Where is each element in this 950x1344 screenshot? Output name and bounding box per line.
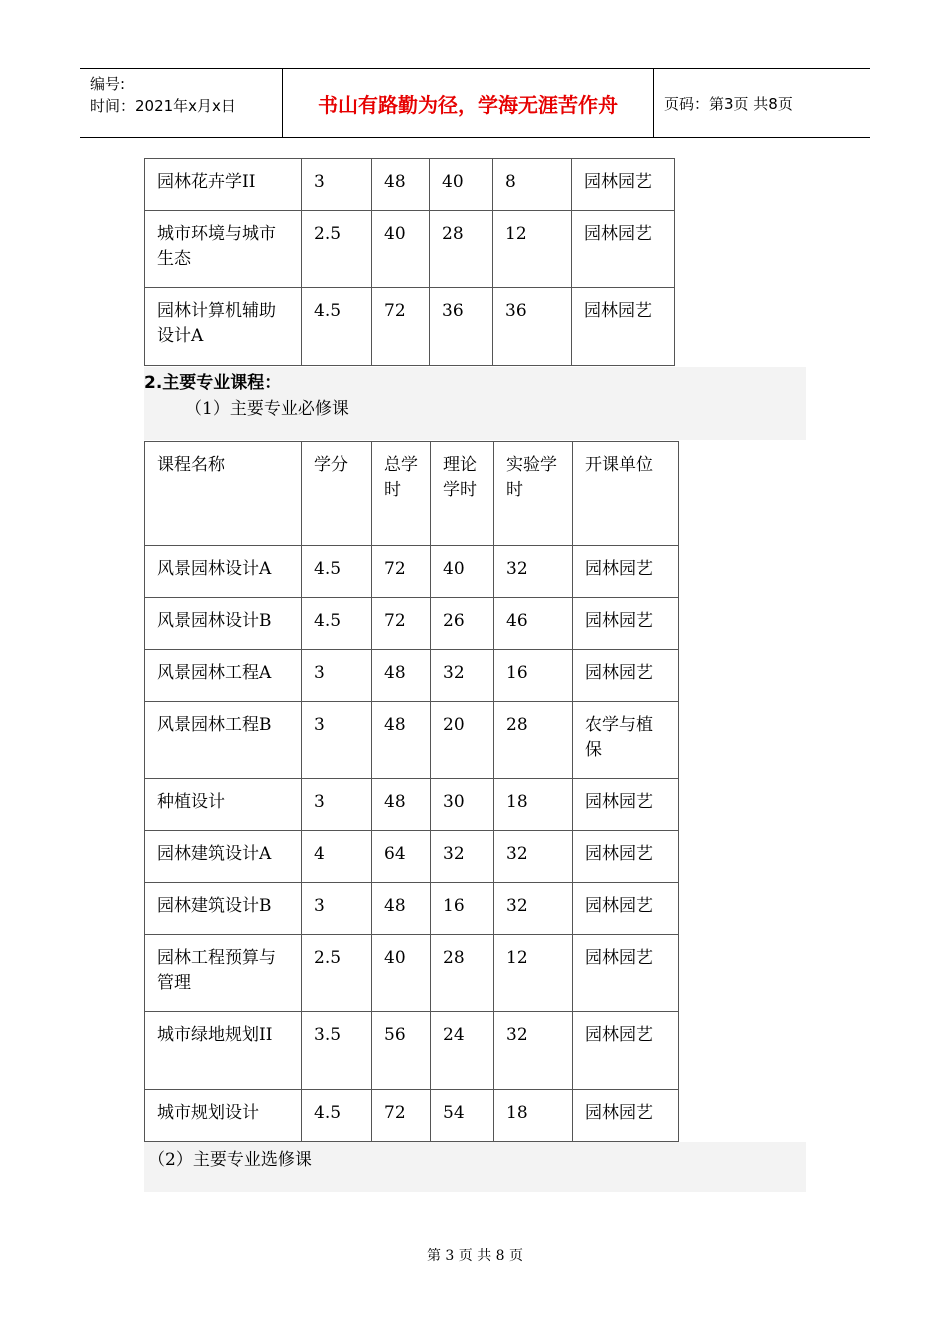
table-cell: 园林工程预算与管理 bbox=[145, 935, 302, 1012]
table-cell: 3 bbox=[302, 702, 372, 779]
table-cell: 园林园艺 bbox=[573, 1012, 679, 1090]
table-cell: 46 bbox=[494, 598, 573, 650]
course-table-continued bbox=[144, 158, 675, 366]
table-row bbox=[145, 159, 675, 211]
table-cell: 48 bbox=[372, 883, 431, 935]
table-cell: 4.5 bbox=[302, 288, 372, 366]
column-header: 课程名称 bbox=[145, 442, 302, 546]
table-row bbox=[145, 288, 675, 366]
table-cell: 城市绿地规划II bbox=[145, 1012, 302, 1090]
table-cell: 风景园林工程B bbox=[145, 702, 302, 779]
table-cell: 40 bbox=[430, 159, 493, 211]
table-row bbox=[145, 546, 679, 598]
table-cell: 20 bbox=[431, 702, 494, 779]
table-cell: 40 bbox=[431, 546, 494, 598]
page-footer: 第 3 页 共 8 页 bbox=[426, 1248, 524, 1264]
column-header: 理论学时 bbox=[431, 442, 494, 546]
table-cell: 风景园林设计B bbox=[145, 598, 302, 650]
table-cell: 园林园艺 bbox=[572, 288, 675, 366]
table-cell: 16 bbox=[494, 650, 573, 702]
table-cell: 18 bbox=[494, 1090, 573, 1142]
table-cell: 16 bbox=[431, 883, 494, 935]
table-cell: 园林园艺 bbox=[573, 935, 679, 1012]
time-label: 时间：2021年x月x日 bbox=[90, 97, 236, 115]
column-header: 实验学时 bbox=[494, 442, 573, 546]
table-cell: 园林园艺 bbox=[573, 1090, 679, 1142]
table-cell: 54 bbox=[431, 1090, 494, 1142]
table-cell: 3 bbox=[302, 883, 372, 935]
table-cell: 28 bbox=[430, 211, 493, 288]
table-cell: 36 bbox=[430, 288, 493, 366]
table-row bbox=[145, 831, 679, 883]
table-cell: 56 bbox=[372, 1012, 431, 1090]
table-row bbox=[145, 1090, 679, 1142]
table-cell: 4.5 bbox=[302, 546, 372, 598]
table-cell: 4.5 bbox=[302, 598, 372, 650]
table-cell: 72 bbox=[372, 598, 431, 650]
table-cell: 32 bbox=[431, 650, 494, 702]
required-courses-subtitle: （1）主要专业必修课 bbox=[185, 399, 349, 419]
table-cell: 园林园艺 bbox=[572, 211, 675, 288]
table-cell: 园林园艺 bbox=[573, 779, 679, 831]
table-cell: 园林园艺 bbox=[572, 159, 675, 211]
header-page-info: 页码：第3页 共8页 bbox=[664, 94, 793, 113]
table-row bbox=[145, 702, 679, 779]
table-cell: 园林建筑设计B bbox=[145, 883, 302, 935]
table-row bbox=[145, 1012, 679, 1090]
table-cell: 26 bbox=[431, 598, 494, 650]
table-cell: 3 bbox=[302, 779, 372, 831]
table-row bbox=[145, 650, 679, 702]
table-cell: 12 bbox=[494, 935, 573, 1012]
table-cell: 28 bbox=[431, 935, 494, 1012]
column-header: 开课单位 bbox=[573, 442, 679, 546]
table-row bbox=[145, 598, 679, 650]
column-header: 学分 bbox=[302, 442, 372, 546]
table-cell: 园林园艺 bbox=[573, 598, 679, 650]
column-header: 总学时 bbox=[372, 442, 431, 546]
table-cell: 48 bbox=[372, 779, 431, 831]
table-cell: 32 bbox=[431, 831, 494, 883]
table-cell: 72 bbox=[372, 1090, 431, 1142]
table-cell: 30 bbox=[431, 779, 494, 831]
table-cell: 28 bbox=[494, 702, 573, 779]
table-cell: 园林园艺 bbox=[573, 546, 679, 598]
table-cell: 32 bbox=[494, 883, 573, 935]
table-cell: 种植设计 bbox=[145, 779, 302, 831]
table-cell: 园林计算机辅助设计A bbox=[145, 288, 302, 366]
section-title: 2.主要专业课程： bbox=[144, 373, 282, 393]
table-cell: 36 bbox=[493, 288, 572, 366]
number-label: 编号: bbox=[90, 75, 126, 93]
table-cell: 园林园艺 bbox=[573, 650, 679, 702]
table-cell: 64 bbox=[372, 831, 431, 883]
table-cell: 12 bbox=[493, 211, 572, 288]
table-cell: 3 bbox=[302, 159, 372, 211]
table-cell: 园林建筑设计A bbox=[145, 831, 302, 883]
table-cell: 32 bbox=[494, 1012, 573, 1090]
table-cell: 8 bbox=[493, 159, 572, 211]
table-cell: 2.5 bbox=[302, 211, 372, 288]
elective-courses-subtitle: （2）主要专业选修课 bbox=[148, 1150, 312, 1170]
page-header bbox=[80, 68, 870, 138]
table-cell: 农学与植保 bbox=[573, 702, 679, 779]
table-cell: 4 bbox=[302, 831, 372, 883]
table-cell: 48 bbox=[372, 702, 431, 779]
table-cell: 城市环境与城市生态 bbox=[145, 211, 302, 288]
table-cell: 园林花卉学II bbox=[145, 159, 302, 211]
table-cell: 2.5 bbox=[302, 935, 372, 1012]
table-cell: 72 bbox=[372, 546, 431, 598]
table-cell: 风景园林设计A bbox=[145, 546, 302, 598]
table-cell: 32 bbox=[494, 546, 573, 598]
table-cell: 城市规划设计 bbox=[145, 1090, 302, 1142]
table-cell: 18 bbox=[494, 779, 573, 831]
table-row bbox=[145, 779, 679, 831]
table-cell: 72 bbox=[372, 288, 430, 366]
table-cell: 48 bbox=[372, 650, 431, 702]
table-cell: 风景园林工程A bbox=[145, 650, 302, 702]
table-cell: 4.5 bbox=[302, 1090, 372, 1142]
table-cell: 3.5 bbox=[302, 1012, 372, 1090]
table-cell: 48 bbox=[372, 159, 430, 211]
table-cell: 24 bbox=[431, 1012, 494, 1090]
required-courses-table bbox=[144, 441, 679, 1142]
table-cell: 园林园艺 bbox=[573, 831, 679, 883]
table-header-row bbox=[145, 442, 679, 546]
header-motto: 书山有路勤为径，学海无涯苦作舟 bbox=[282, 69, 654, 137]
table-cell: 40 bbox=[372, 935, 431, 1012]
table-cell: 园林园艺 bbox=[573, 883, 679, 935]
table-row bbox=[145, 883, 679, 935]
table-row bbox=[145, 211, 675, 288]
table-row bbox=[145, 935, 679, 1012]
table-cell: 40 bbox=[372, 211, 430, 288]
table-cell: 32 bbox=[494, 831, 573, 883]
header-meta bbox=[80, 69, 282, 137]
table-cell: 3 bbox=[302, 650, 372, 702]
